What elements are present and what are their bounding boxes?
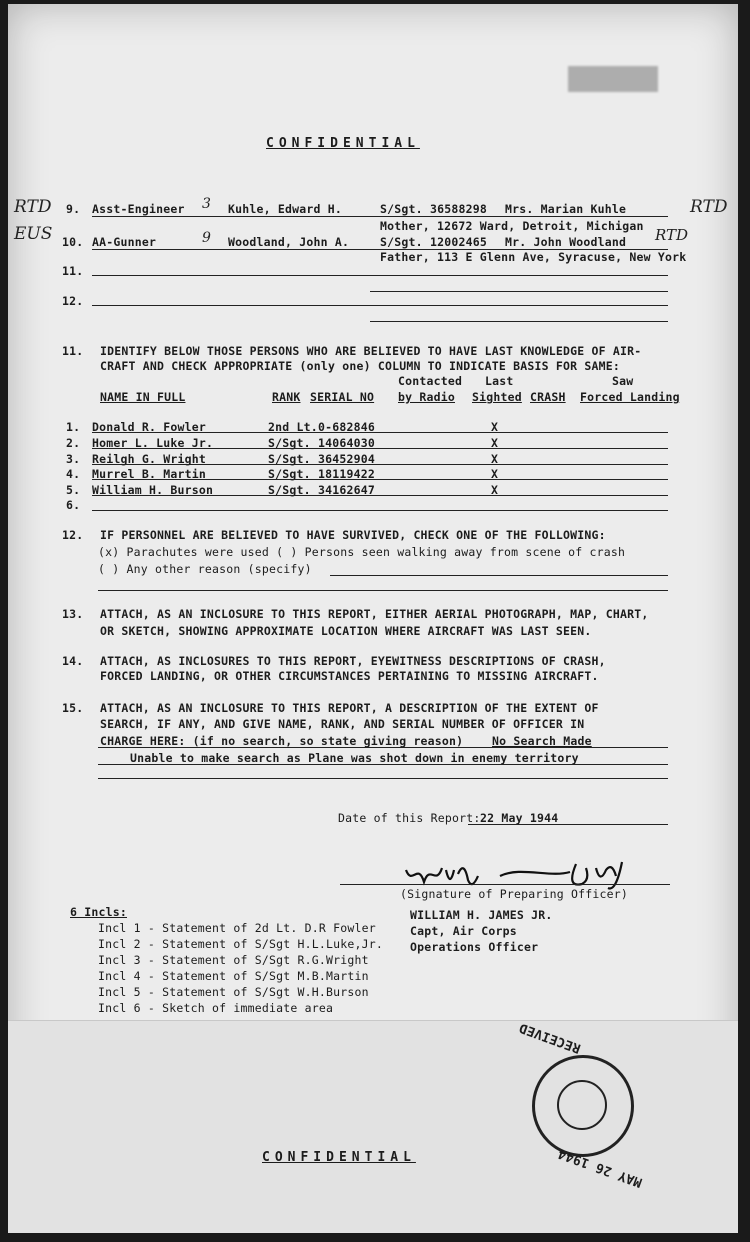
rule — [92, 464, 668, 465]
witness-name: Reilgh G. Wright — [92, 452, 206, 466]
crew-row-num: 9. — [66, 202, 81, 216]
handwritten-number: 9 — [202, 230, 211, 246]
crew-row-num: 10. — [62, 235, 84, 249]
survival-option-1: (x) Parachutes were used ( ) Persons seen walking away from scene of crash — [98, 545, 626, 559]
section-text: IDENTIFY BELOW THOSE PERSONS WHO ARE BELIEVED TO HAVE LAST KNOWLEDGE OF AIR- — [100, 344, 642, 358]
crew-next-of-kin: Mr. John Woodland — [505, 235, 627, 249]
crew-serial: 36588298 — [430, 202, 487, 216]
rule — [92, 216, 668, 217]
blank-row-num: 12. — [62, 294, 84, 308]
redaction-smudge — [568, 66, 658, 92]
rule — [98, 747, 668, 748]
col-header: Contacted — [398, 374, 463, 388]
survival-option-2: ( ) Any other reason (specify) — [98, 562, 312, 576]
search-answer: Unable to make search as Plane was shot down in enemy territory — [130, 751, 579, 765]
section-num: 11. — [62, 344, 84, 358]
crew-position: Asst-Engineer — [92, 202, 185, 216]
rule — [92, 479, 668, 480]
section-num: 12. — [62, 528, 84, 542]
crew-address: Mother, 12672 Ward, Detroit, Michigan — [380, 219, 644, 233]
col-header: Last — [485, 374, 514, 388]
witness-name: Murrel B. Martin — [92, 467, 206, 481]
table-row-num: 4. — [66, 467, 81, 481]
crew-serial: 12002465 — [430, 235, 487, 249]
witness-name: Donald R. Fowler — [92, 420, 206, 434]
witness-serial: 36452904 — [318, 452, 375, 466]
section-text: OR SKETCH, SHOWING APPROXIMATE LOCATION WHERE AIRCRAFT WAS LAST SEEN. — [100, 624, 592, 638]
rule — [468, 824, 668, 825]
crew-name: Woodland, John A. — [228, 235, 350, 249]
rule — [92, 510, 668, 511]
witness-serial: 0-682846 — [318, 420, 375, 434]
inclosure-item: Incl 1 - Statement of 2d Lt. D.R Fowler — [98, 921, 376, 935]
section-text: IF PERSONNEL ARE BELIEVED TO HAVE SURVIVED, CHECK ONE OF THE FOLLOWING: — [100, 528, 606, 542]
witness-rank: S/Sgt. — [268, 483, 311, 497]
witness-rank: S/Sgt. — [268, 467, 311, 481]
section-text: SEARCH, IF ANY, AND GIVE NAME, RANK, AND SERIAL NUMBER OF OFFICER IN — [100, 717, 585, 731]
page-footer: CONFIDENTIAL — [262, 1150, 416, 1165]
col-header: NAME IN FULL — [100, 390, 186, 404]
right-mark-rtd: RTD — [655, 226, 689, 244]
witness-serial: 18119422 — [318, 467, 375, 481]
rule — [370, 321, 668, 322]
search-answer: No Search Made — [492, 734, 592, 748]
inclosure-item: Incl 2 - Statement of S/Sgt H.L.Luke,Jr. — [98, 937, 383, 951]
section-text: CRAFT AND CHECK APPROPRIATE (only one) COLUMN TO INDICATE BASIS FOR SAME: — [100, 359, 621, 373]
witness-rank: S/Sgt. — [268, 436, 311, 450]
col-header: Forced Landing — [580, 390, 680, 404]
crew-name: Kuhle, Edward H. — [228, 202, 342, 216]
received-seal — [532, 1055, 634, 1157]
table-row-num: 1. — [66, 420, 81, 434]
received-stamp-text: RECEIVED — [517, 1019, 583, 1056]
col-header: Sighted — [472, 390, 522, 404]
right-mark-rtd: RTD — [690, 197, 728, 217]
section-num: 15. — [62, 701, 84, 715]
witness-name: Homer L. Luke Jr. — [92, 436, 214, 450]
crew-rank: S/Sgt. — [380, 202, 423, 216]
crew-rank: S/Sgt. — [380, 235, 423, 249]
section-text: ATTACH, AS AN INCLOSURE TO THIS REPORT, EITHER AERIAL PHOTOGRAPH, MAP, CHART, — [100, 607, 649, 621]
rule — [92, 305, 668, 306]
witness-name: William H. Burson — [92, 483, 214, 497]
rule — [92, 495, 668, 496]
rule — [98, 590, 668, 591]
page-title: CONFIDENTIAL — [266, 136, 420, 151]
section-text: ATTACH, AS INCLOSURES TO THIS REPORT, EYEWITNESS DESCRIPTIONS OF CRASH, — [100, 654, 606, 668]
margin-note-rtd: RTD — [14, 197, 52, 217]
signer-title: Operations Officer — [410, 940, 539, 954]
rule — [330, 575, 668, 576]
crew-next-of-kin: Mrs. Marian Kuhle — [505, 202, 627, 216]
witness-mark: X — [491, 420, 499, 434]
witness-rank: 2nd Lt. — [268, 420, 318, 434]
witness-rank: S/Sgt. — [268, 452, 311, 466]
inclosure-item: Incl 4 - Statement of S/Sgt M.B.Martin — [98, 969, 369, 983]
rule — [340, 884, 670, 885]
rule — [92, 432, 668, 433]
signature-caption: (Signature of Preparing Officer) — [400, 887, 628, 901]
inclosure-item: Incl 5 - Statement of S/Sgt W.H.Burson — [98, 985, 369, 999]
inclosure-item: Incl 3 - Statement of S/Sgt R.G.Wright — [98, 953, 369, 967]
report-date-value: 22 May 1944 — [480, 811, 559, 825]
rule — [92, 275, 668, 276]
blank-row-num: 11. — [62, 264, 84, 278]
col-header: RANK — [272, 390, 301, 404]
witness-mark: X — [491, 436, 499, 450]
section-text: FORCED LANDING, OR OTHER CIRCUMSTANCES PERTAINING TO MISSING AIRCRAFT. — [100, 669, 599, 683]
stamp-date: MAY 26 1944 — [556, 1145, 645, 1190]
rule — [370, 291, 668, 292]
section-num: 13. — [62, 607, 84, 621]
witness-mark: X — [491, 483, 499, 497]
table-row-num: 6. — [66, 498, 81, 512]
section-num: 14. — [62, 654, 84, 668]
handwritten-number: 3 — [202, 196, 211, 212]
signer-title: Capt, Air Corps — [410, 924, 517, 938]
witness-mark: X — [491, 467, 499, 481]
table-row-num: 2. — [66, 436, 81, 450]
inclosure-item: Incl 6 - Sketch of immediate area — [98, 1001, 334, 1015]
rule — [98, 778, 668, 779]
crew-position: AA-Gunner — [92, 235, 157, 249]
margin-note-eus: EUS — [14, 224, 53, 244]
rule — [98, 764, 668, 765]
witness-serial: 14064030 — [318, 436, 375, 450]
report-date-label: Date of this Report: — [338, 811, 481, 825]
section-text: CHARGE HERE: (if no search, so state giving reason) — [100, 734, 464, 748]
table-row-num: 5. — [66, 483, 81, 497]
inclosures-heading: 6 Incls: — [70, 905, 127, 919]
crew-address: Father, 113 E Glenn Ave, Syracuse, New York — [380, 250, 687, 264]
rule — [92, 249, 668, 250]
rule — [92, 448, 668, 449]
col-header: SERIAL NO — [310, 390, 375, 404]
witness-serial: 34162647 — [318, 483, 375, 497]
col-header: by Radio — [398, 390, 455, 404]
col-header: CRASH — [530, 390, 566, 404]
witness-mark: X — [491, 452, 499, 466]
section-text: ATTACH, AS AN INCLOSURE TO THIS REPORT, A DESCRIPTION OF THE EXTENT OF — [100, 701, 599, 715]
table-row-num: 3. — [66, 452, 81, 466]
col-header: Saw — [612, 374, 634, 388]
signer-name: WILLIAM H. JAMES JR. — [410, 908, 553, 922]
